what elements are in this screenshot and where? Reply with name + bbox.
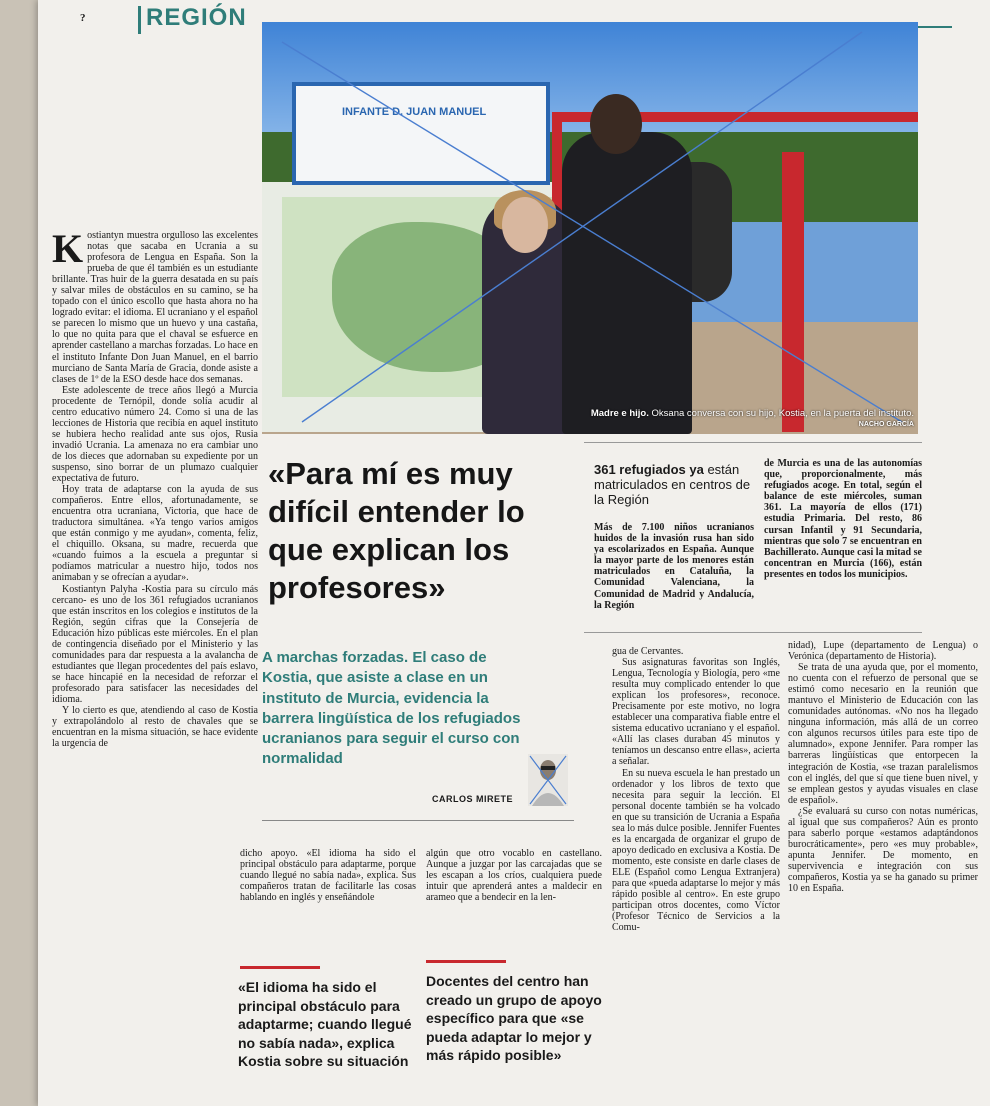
subhead-text: El caso de Kostia, que asiste a clase en un instituto de Murcia, evidencia la barrera lingüística de los refugiados ucranianos para seguir el curso con normalidad	[262, 649, 521, 768]
body-paragraph: gua de Cervantes.	[612, 646, 684, 657]
sidebar-column-1: Más de 7.100 niños ucranianos huidos de la invasión rusa han sido ya escolarizados en España. Aunque la mayor parte de los menores están matriculados en Cataluña, la Comunidad Valenciana, la Comunidad de Madrid y Andalucía, la Región	[594, 522, 754, 611]
author-portrait	[528, 754, 568, 806]
pull-quote-2: Docentes del centro han creado un grupo de apoyo específico para que «se pueda adaptar lo mejor y más rápido posible»	[426, 973, 602, 1063]
subhead	[262, 648, 530, 770]
body-paragraph: Sus asignaturas favoritas son Inglés, Lengua, Tecnología y Biología, pero «me resulta muy complicado entender lo que explican los profesores», reconoce. Precisamente por este motivo, no logra establecer una comparativa fiable entre el sistema educativo ucraniano y el español. «Allí las clases duraban 45 minutos y teníamos un descanso entre ellas», acierta a señalar.	[612, 657, 780, 768]
caption-text: Oksana conversa con su hijo, Kostia, en la puerta del instituto.	[648, 408, 914, 419]
sidebar-rule-bottom	[584, 632, 922, 633]
pull-quote-bar	[426, 960, 506, 963]
author-name: CARLOS MIRETE	[432, 794, 514, 804]
headline: «Para mí es muy difícil entender lo que explican los profesores»	[268, 456, 525, 605]
page-marker: ?	[80, 12, 86, 24]
body-paragraph: En su nueva escuela le han prestado un ordenador y los libros de texto que necesita para seguir la lección. El personal docente también se ha volcado en que su transición de Ucrania a España sea lo más dulce posible. Jennifer Fuentes es la encargada de organizar el grupo de apoyo dedicado en exclusiva a Kostia. De momento, este consiste en darle clases de ELE (Español como Lengua Extranjera) para que «pueda adaptarse lo mejor y más rápido posible al centro». En este grupo participan otros docentes, como Víctor (Profesor Técnico de Servicios a la Comu-	[612, 767, 781, 934]
body-paragraph: Y lo cierto es que, atendiendo al caso de Kostia y extrapolándolo al resto de chavales que se encuentran en la misma situación, se hace evidente la urgencia de	[52, 705, 258, 750]
section-label: REGIÓN	[146, 4, 247, 31]
photo-caption	[591, 408, 914, 430]
cross-out-lines	[262, 22, 918, 434]
photo-credit: NACHO GARCÍA	[858, 421, 914, 428]
body-column-5	[788, 640, 978, 894]
sidebar-title	[594, 462, 756, 507]
sidebar-column-2: de Murcia es una de las autonomías que, proporcionalmente, más refugiados acoge. En total, según el balance de este miércoles, suman 361. La mayoría de ellos (171) estudia Primaria. Del resto, 86 cursan Infantil y 91 Secundaria, mientras que solo 7 se encuentran en Bachillerato. Aunque casi la mitad se concentran en Murcia (166), están presentes en todos los municipios.	[764, 458, 922, 580]
subhead-lead: A marchas forzadas.	[262, 649, 409, 666]
body-column-2: dicho apoyo. «El idioma ha sido el principal obstáculo para adaptarme, porque cuando llegué no sabía nada», explica. Sus compañeros tratan de facilitarle las cosas hablando en inglés y enseñándole	[240, 848, 416, 904]
body-paragraph: Este adolescente de trece años llegó a Murcia procedente de Ternópil, donde solía acudir al centro educativo número 24. Como si una de las lecciones de Historia que recibía en aquel instituto se hubiera hecho realidad ante sus ojos, Rusia invadió Ucrania. La amenaza no era cambiar uno de los dieces que adornaban su expediente por un suspenso, sino borrar de un plumazo cualquier expectativa de futuro.	[52, 384, 258, 485]
body-column-1	[52, 226, 258, 750]
body-paragraph: Kostiantyn Palyha -Kostia para su círculo más cercano- es uno de los 361 refugiados ucranianos que están inscritos en los colegios e institutos de la Región, según cifras que la Consejería de Educación hizo públicas este miércoles. En el plan de contingencia diseñado por el Ministerio y las comunidades para dar respuesta a la avalancha de estudiantes que llegan procedentes del país eslavo, se hace hincapié en la necesidad de reforzar el profesorado para satisfacer las necesidades del idioma.	[52, 583, 258, 705]
caption-lead: Madre e hijo.	[590, 408, 649, 419]
body-column-3: algún que otro vocablo en castellano. Aunque a juzgar por las carcajadas que se les escapan a los críos, cualquiera puede intuir que aprenderá antes a maldecir en arameo que a bendecir en la len-	[426, 848, 602, 904]
author-rule	[262, 820, 574, 821]
dropcap: K	[52, 226, 84, 271]
section-bar	[138, 6, 141, 34]
body-paragraph: Hoy trata de adaptarse con la ayuda de sus compañeros. Entre ellos, afortunadamente, se encuentra otra ucraniana, Victoria, que hace de traductora simultánea. «Ya tengo varios amigos que están conmigo y me ayudan», comenta, feliz, el chiquillo. Oksana, su madre, recuerda que «cuando fuimos a la escuela a preguntar si podíamos matricular a nuestro hijo, todos nos animaban y se ofrecían a ayudar».	[52, 484, 258, 584]
body-column-4	[612, 646, 780, 933]
pull-quote-bar	[240, 966, 320, 969]
sidebar-rule-top	[584, 442, 922, 443]
article-photo	[262, 22, 918, 434]
body-paragraph: ostiantyn muestra orgulloso las excelentes notas que sacaba en Ucrania a su profesora de Lengua en España. Son la prueba de que él también es un estudiante brillante. Tras huir de la guerra desatada en su país y salvar miles de obstáculos en su camino, se ha topado con el único escollo que hasta ahora no ha logrado evitar: el idioma. El ucraniano y el español se parecen lo mismo que un huevo y una castaña, lo que no quita para que el chaval se esfuerce en aprender castellano a marchas forzadas. Lo hace en el instituto Infante Don Juan Manuel, en el barrio murciano de Santa María de Gracia, donde asiste a clases de 1º de la ESO desde hace dos semanas.	[52, 230, 258, 385]
sidebar-title-rest: están matriculados en centros de la Región	[594, 462, 751, 507]
sidebar-title-bold: 361 refugiados ya	[594, 462, 704, 477]
school-sign-text: INFANTE D. JUAN MANUEL	[342, 106, 487, 118]
body-paragraph: nidad), Lupe (departamento de Lengua) o Verónica (departamento de Historia).	[788, 640, 978, 663]
pull-quote-1: «El idioma ha sido el principal obstáculo para adaptarme; cuando llegué no sabía nada», explica Kostia sobre su situación	[238, 979, 412, 1069]
body-paragraph: ¿Se evaluará su curso con notas numéricas, al igual que sus compañeros? Aún es pronto para saberlo porque «estamos adaptándonos burocráticamente», pero «es muy probable», apunta Jennifer. De momento, en supervivencia e integración con sus compañeros, Kostia ya se ha ganado su primer 10 en España.	[788, 805, 978, 895]
body-paragraph: Se trata de una ayuda que, por el momento, no cuenta con el refuerzo de personal que se estimó como necesario en la reunión que mantuvo el Ministerio de Educación con las comunidades autónomas. «No nos ha llegado ninguna información, más allá de un correo con algunos recursos útiles para este tipo de alumnado», expone Jennifer. Para romper las barreras lingüísticas que entorpecen la integración de Kostia, «se trazan paralelismos con el inglés, del que sí que tiene buen nivel, y se emplean gestos y ayudas visuales en clase de español».	[788, 662, 978, 806]
